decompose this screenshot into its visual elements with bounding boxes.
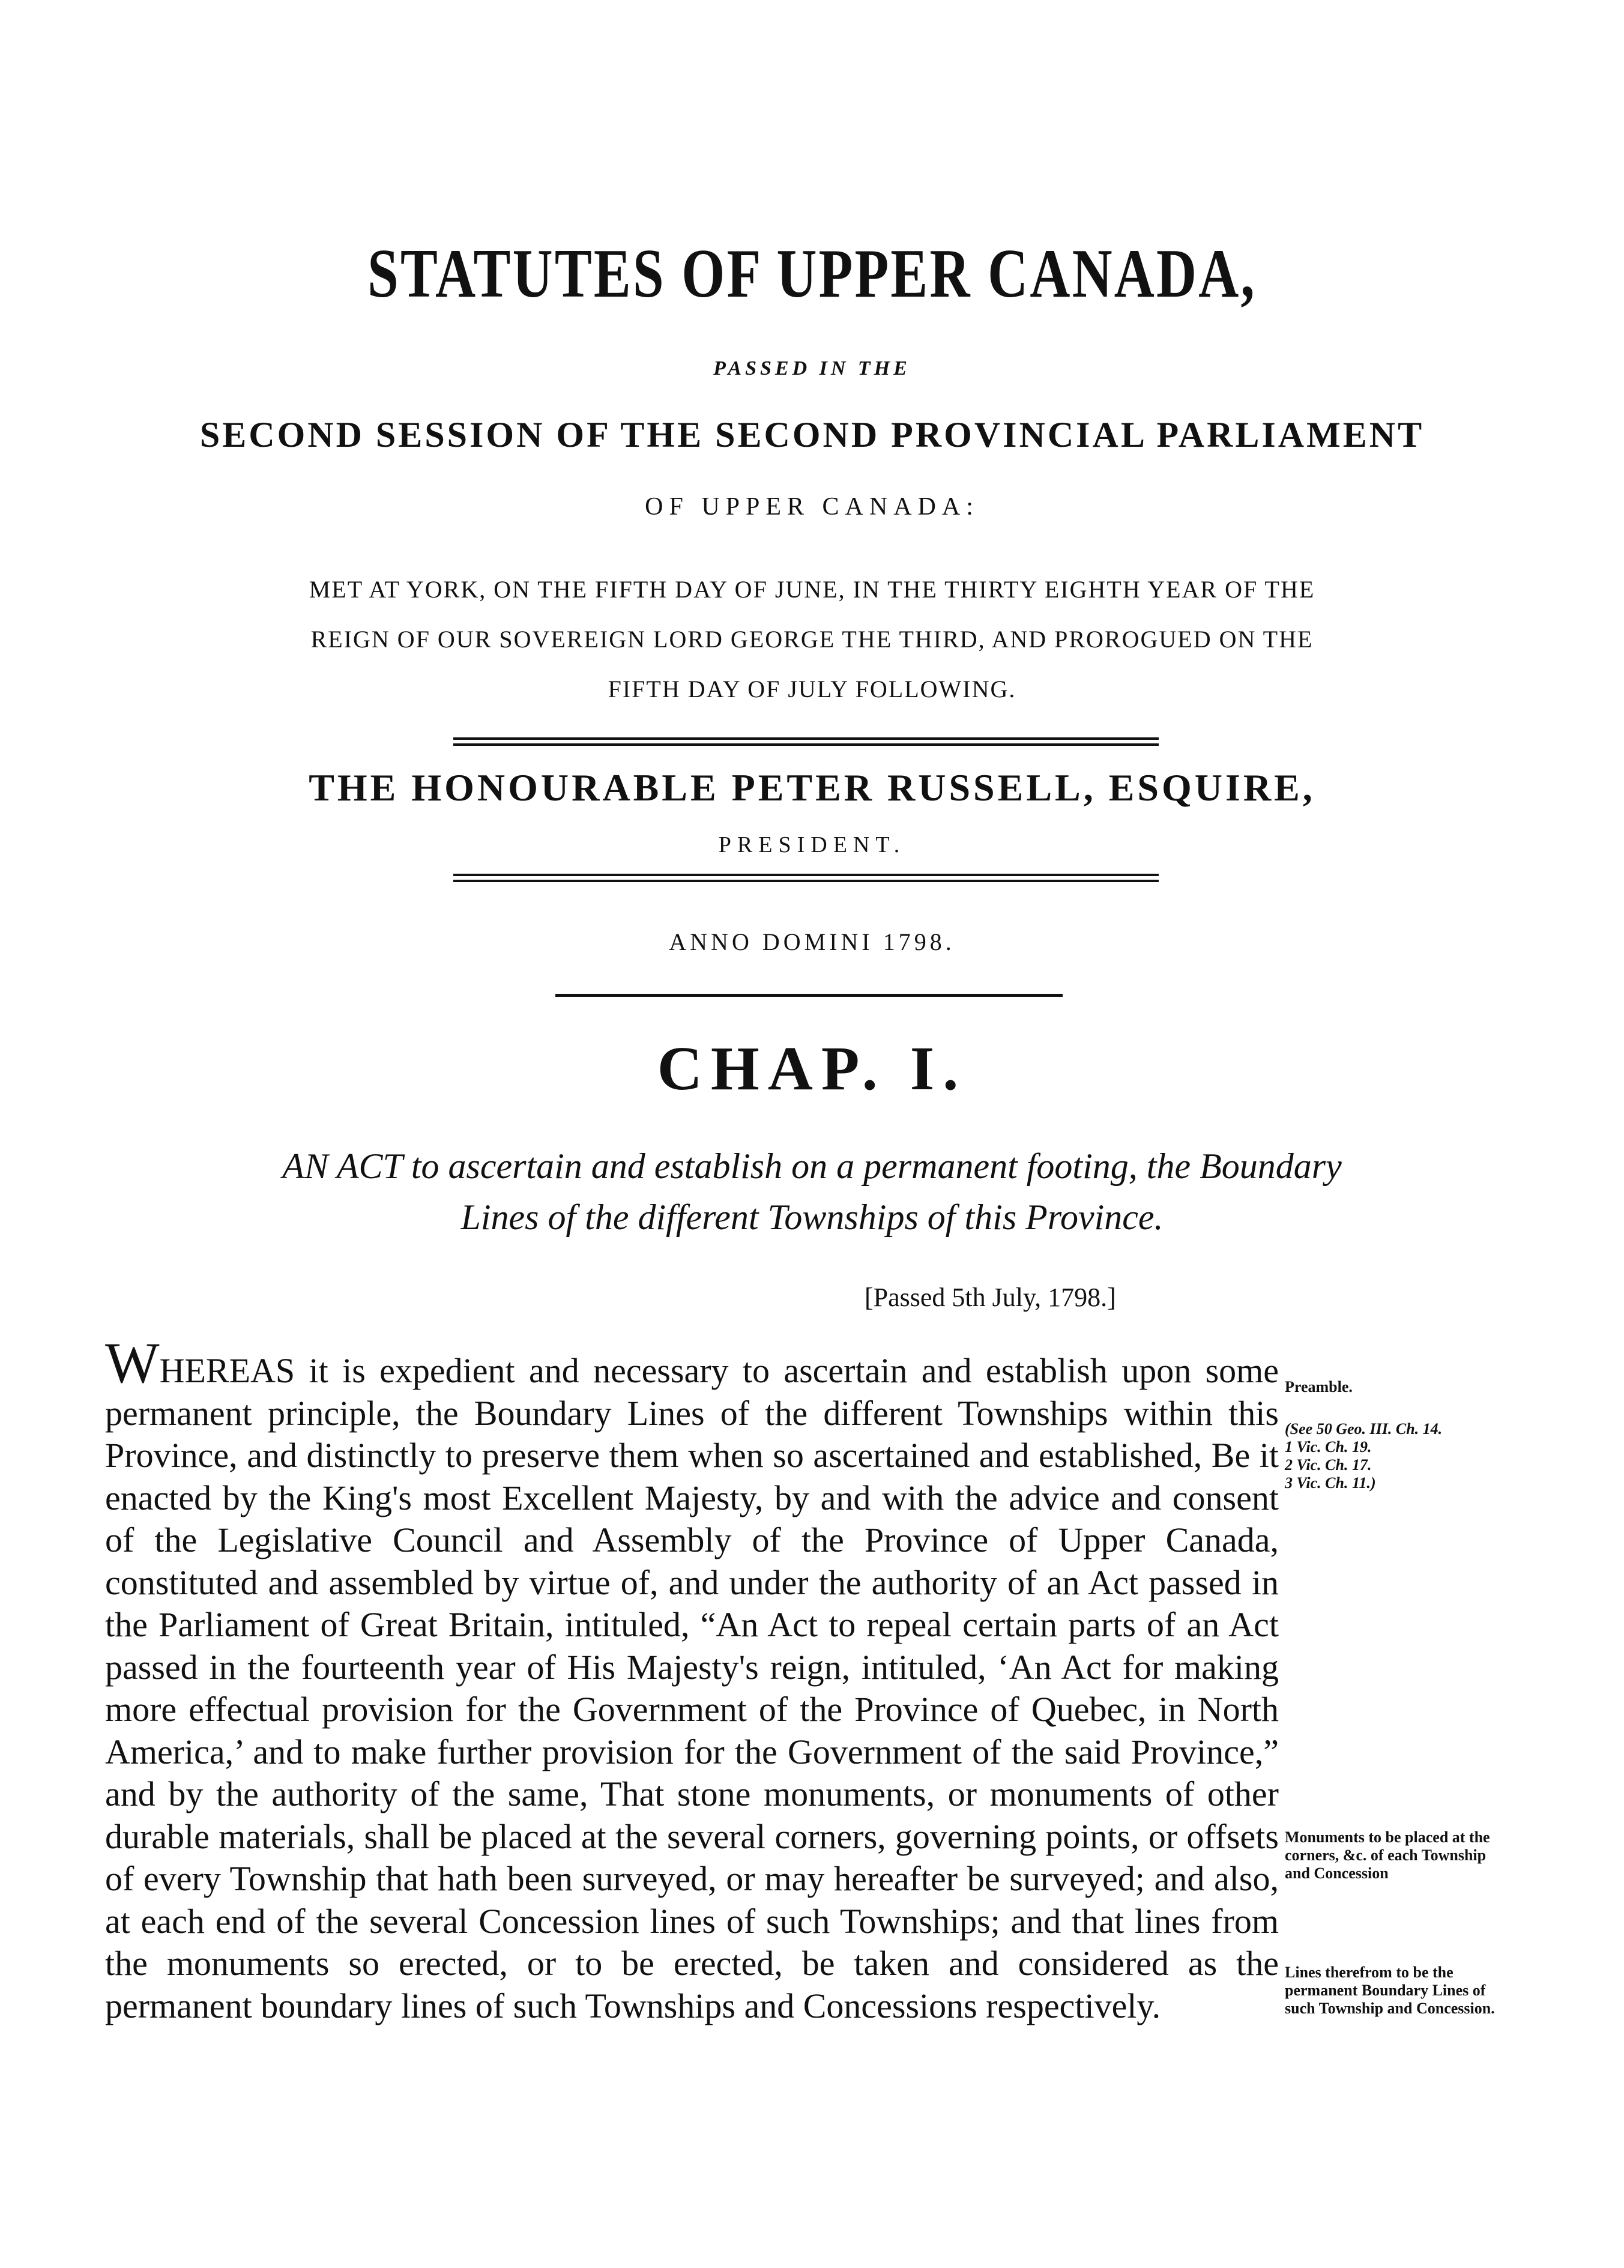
met-line-2: REIGN OF OUR SOVEREIGN LORD GEORGE THE THIRD, AND PROROGUED ON THE xyxy=(310,626,1314,653)
met-line-3: FIFTH DAY OF JULY FOLLOWING. xyxy=(608,676,1016,703)
margin-note-monuments: Monuments to be placed at the corners, &c. of each Township and Concession xyxy=(1285,1828,1490,1882)
met-at-york-block xyxy=(0,564,1624,714)
act-title xyxy=(0,1141,1624,1243)
act-body-text xyxy=(105,1331,1279,2027)
session-heading: SECOND SESSION OF THE SECOND PROVINCIAL PARLIAMENT xyxy=(199,415,1425,455)
president-name: THE HONOURABLE PETER RUSSELL, ESQUIRE, xyxy=(309,766,1315,809)
met-line-1: MET AT YORK, ON THE FIFTH DAY OF JUNE, IN THE THIRTY EIGHTH YEAR OF THE xyxy=(309,576,1315,603)
of-upper-canada: OF UPPER CANADA: xyxy=(645,493,979,521)
margin-note-see-2: 1 Vic. Ch. 19. xyxy=(1285,1438,1372,1456)
act-title-line-2: Lines of the different Townships of this Province. xyxy=(460,1197,1164,1237)
double-rule-top xyxy=(453,737,1159,746)
act-title-line-1: AN ACT to ascertain and establish on a permanent footing, the Boundary xyxy=(282,1146,1342,1186)
margin-note-preamble: Preamble. xyxy=(1285,1378,1353,1396)
president-title: PRESIDENT. xyxy=(718,832,906,857)
page-title: STATUTES OF UPPER CANADA, xyxy=(367,235,1257,312)
drop-cap: W xyxy=(105,1331,160,1395)
passed-date: [Passed 5th July, 1798.] xyxy=(865,1283,1116,1312)
chapter-heading: CHAP. I. xyxy=(657,1034,967,1103)
margin-note-see-also xyxy=(1285,1420,1525,1492)
anno-domini: ANNO DOMINI 1798. xyxy=(669,928,955,955)
margin-note-see-1: (See 50 Geo. III. Ch. 14. xyxy=(1285,1420,1443,1438)
margin-note-lines: Lines therefrom to be the permanent Boundary Lines of such Township and Concession. xyxy=(1285,1964,1495,2017)
margin-note-see-3: 2 Vic. Ch. 17. xyxy=(1285,1456,1372,1474)
double-rule-bottom xyxy=(453,874,1159,882)
act-body-paragraph: HEREAS it is expedient and necessary to ascertain and establish upon some permanent principle, the Boundary Lines of the different Townships within this Province, and distinctly to preserve them when so ascertained and established, Be it enacted by the King's most Excellent Majesty, by and with the advice and consent of the Legislative Council and Assembly of the Province of Upper Canada, constituted and assembled by virtue of, and under the authority of an Act passed in the Parliament of Great Britain, intituled, “An Act to repeal certain parts of an Act passed in the fourteenth year of His Majesty's reign, intituled, ‘An Act for making more effectual provision for the Government of the Province of Quebec, in North America,’ and to make further provision for the Government of the said Province,” and by the authority of the same, That stone monuments, or monuments of other durable materials, shall be placed at the several corners, governing points, or offsets of every Township that hath been surveyed, or may hereafter be surveyed; and also, at each end of the several Concession lines of such Townships; and that lines from the monuments so erected, or to be erected, be taken and considered as the permanent boundary lines of such Townships and Concessions respectively. xyxy=(105,1351,1279,2025)
margin-note-see-4: 3 Vic. Ch. 11.) xyxy=(1285,1474,1376,1492)
single-rule xyxy=(555,994,1063,997)
passed-in-label: PASSED IN THE xyxy=(713,357,911,380)
